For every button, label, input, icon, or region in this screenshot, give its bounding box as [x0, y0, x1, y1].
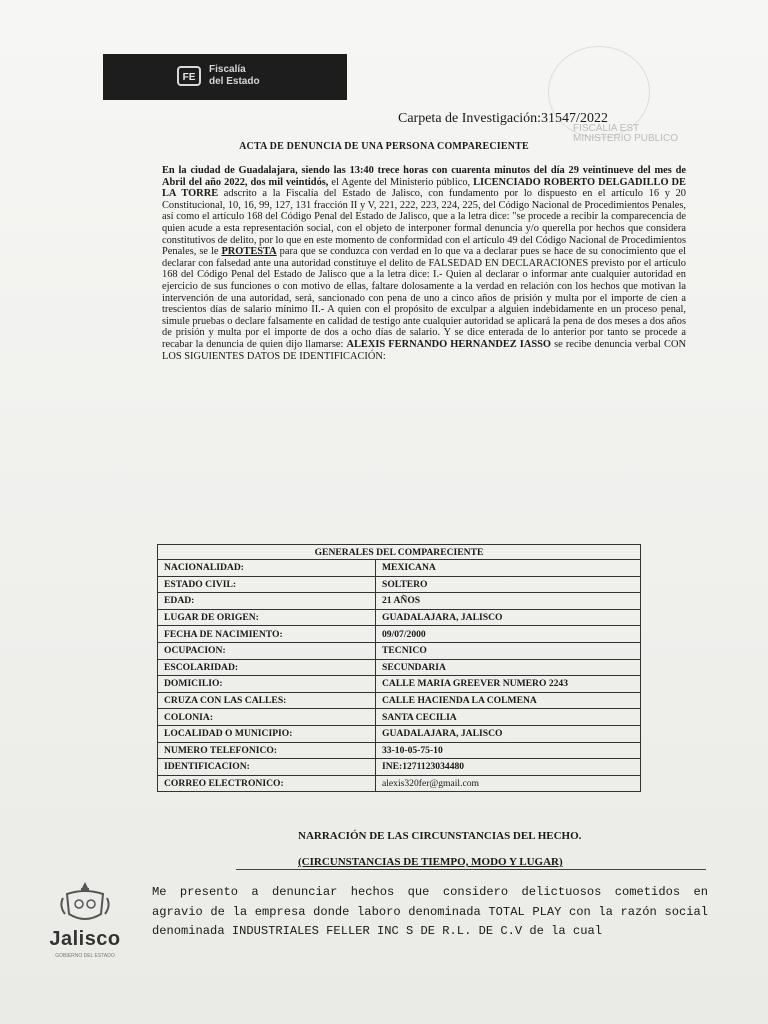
fiscalia-header-bar: [103, 54, 347, 100]
generales-title: GENERALES DEL COMPARECIENTE: [158, 545, 641, 560]
underline-rule: [236, 869, 706, 870]
field-value: GUADALAJARA, JALISCO: [376, 609, 641, 626]
field-value: MEXICANA: [376, 560, 641, 577]
table-row: [158, 709, 641, 726]
agency-line-2: del Estado: [209, 76, 260, 87]
fiscalia-logo-icon: FE: [177, 66, 201, 86]
field-label: NUMERO TELEFONICO:: [158, 742, 376, 759]
agency-line-1: Fiscalía: [209, 64, 246, 75]
jalisco-crest-icon: [57, 880, 113, 926]
field-value: SANTA CECILIA: [376, 709, 641, 726]
field-label: OCUPACION:: [158, 642, 376, 659]
field-value: 09/07/2000: [376, 626, 641, 643]
body-part-8: se recibe denuncia verbal CON LOS SIGUIENTES DATOS DE IDENTIFICACIÓN:: [162, 338, 686, 362]
table-row: [158, 560, 641, 577]
generales-table: [157, 544, 641, 792]
body-part-4: adscrito a la Fiscalía del Estado de Jalisco, con fundamento por lo dispuesto en el artículo 16 y 20 Constitucional, 10, 16, 99, 127, 131 fracción II y V, 221, 222, 223, 224, 225, del Código Nacional de Procedimientos Penales, así como el artículo 168 del Código Penal del Estado de Jalisco, que a la letra dice: "se procede a recibir la comparecencia de quien acude a esta representación social, con el objeto de interponer formal denuncia y/o querella por hechos que considera constitutivos de delito, por lo que en este momento de conformidad con el artículo 49 del Código Nacional de Procedimientos Penales, se le: [162, 188, 686, 258]
table-row: [158, 642, 641, 659]
field-label: IDENTIFICACION:: [158, 759, 376, 776]
narracion-title: NARRACIÓN DE LAS CIRCUNSTANCIAS DEL HECHO.: [298, 830, 582, 842]
carpeta-number: Carpeta de Investigación:31547/2022: [398, 111, 608, 126]
jalisco-wordmark: Jalisco: [49, 928, 121, 950]
table-row: [158, 725, 641, 742]
agent-name: LICENCIADO ROBERTO DELGADILLO DE LA TORRE: [162, 176, 686, 200]
table-row: [158, 759, 641, 776]
body-paragraph: [162, 165, 686, 362]
table-row: [158, 609, 641, 626]
field-value: GUADALAJARA, JALISCO: [376, 725, 641, 742]
table-row: [158, 692, 641, 709]
table-row: [158, 626, 641, 643]
field-value: CALLE HACIENDA LA COLMENA: [376, 692, 641, 709]
field-label: LUGAR DE ORIGEN:: [158, 609, 376, 626]
field-label: COLONIA:: [158, 709, 376, 726]
field-value: alexis320fer@gmail.com: [376, 775, 641, 792]
field-value: 33-10-05-75-10: [376, 742, 641, 759]
field-value: 21 AÑOS: [376, 593, 641, 610]
field-value: SECUNDARIA: [376, 659, 641, 676]
jalisco-logo: [30, 880, 140, 959]
table-row: [158, 576, 641, 593]
body-opening: En la ciudad de Guadalajara, siendo las 13:40 trece horas con cuarenta minutos del día 29 veintinueve del mes de Abril del año 2022, dos mil veintidós,: [162, 165, 686, 188]
table-row: [158, 742, 641, 759]
acta-title: ACTA DE DENUNCIA DE UNA PERSONA COMPARECIENTE: [239, 141, 529, 152]
field-label: NACIONALIDAD:: [158, 560, 376, 577]
field-value: TECNICO: [376, 642, 641, 659]
declarant-name: ALEXIS FERNANDO HERNANDEZ IASSO: [346, 338, 551, 350]
narracion-text: Me presento a denunciar hechos que considero delictuosos cometidos en agravio de la empresa donde laboro denominada TOTAL PLAY con la razón social denominada INDUSTRIALES FELLER INC S DE R.L. DE C.V de la cual: [152, 885, 708, 938]
field-label: FECHA DE NACIMIENTO:: [158, 626, 376, 643]
table-row: [158, 659, 641, 676]
field-label: DOMICILIO:: [158, 676, 376, 693]
stamp-line-1: FISCALIA EST: [573, 123, 640, 134]
jalisco-subtitle: GOBIERNO DEL ESTADO: [55, 953, 115, 959]
field-value: CALLE MARIA GREEVER NUMERO 2243: [376, 676, 641, 693]
table-row: [158, 676, 641, 693]
field-value: INE:1271123034480: [376, 759, 641, 776]
body-part-6: para que se conduzca con verdad en lo que va a declarar pues se hace de su conocimiento que el declarar con falsedad ante una autoridad constituye el delito de FALSEDAD EN DECLARACIONES previsto por el artículo 168 del Código Penal del Estado de Jalisco que a la letra dice: I.- Quien al declarar o informar ante cualquier autoridad en ejercicio de sus funciones o con motivo de ellas, faltare dolosamente a la verdad en relación con los hechos que motivan la intervención de una autoridad, será, sancionado con pena de uno a cinco años de prisión y multa por el importe de cien a trescientos días de salario mínimo II.- A quien con el propósito de exculpar a alguien indebidamente en un proceso penal, simule pruebas o declare falsamente en calidad de testigo ante cualquier autoridad se aplicará la pena de dos meses a dos años de prisión y multa por el importe de dos a ocho días de salario. Y se dice enterada de lo anterior por tanto se procede a recabar la denuncia de quien dijo llamarse:: [162, 246, 686, 350]
protesta-word: PROTESTA: [221, 246, 277, 258]
table-row: [158, 775, 641, 792]
stamp-line-2: MINISTERIO PUBLICO: [573, 133, 679, 144]
circunstancias-title: (CIRCUNSTANCIAS DE TIEMPO, MODO Y LUGAR): [298, 856, 563, 868]
field-label: ESTADO CIVIL:: [158, 576, 376, 593]
field-label: LOCALIDAD O MUNICIPIO:: [158, 725, 376, 742]
field-value: SOLTERO: [376, 576, 641, 593]
field-label: ESCOLARIDAD:: [158, 659, 376, 676]
field-label: CRUZA CON LAS CALLES:: [158, 692, 376, 709]
table-row: [158, 593, 641, 610]
fiscalia-name: [209, 64, 260, 88]
field-label: CORREO ELECTRONICO:: [158, 775, 376, 792]
body-part-2: el Agente del Ministerio público,: [328, 176, 474, 188]
field-label: EDAD:: [158, 593, 376, 610]
